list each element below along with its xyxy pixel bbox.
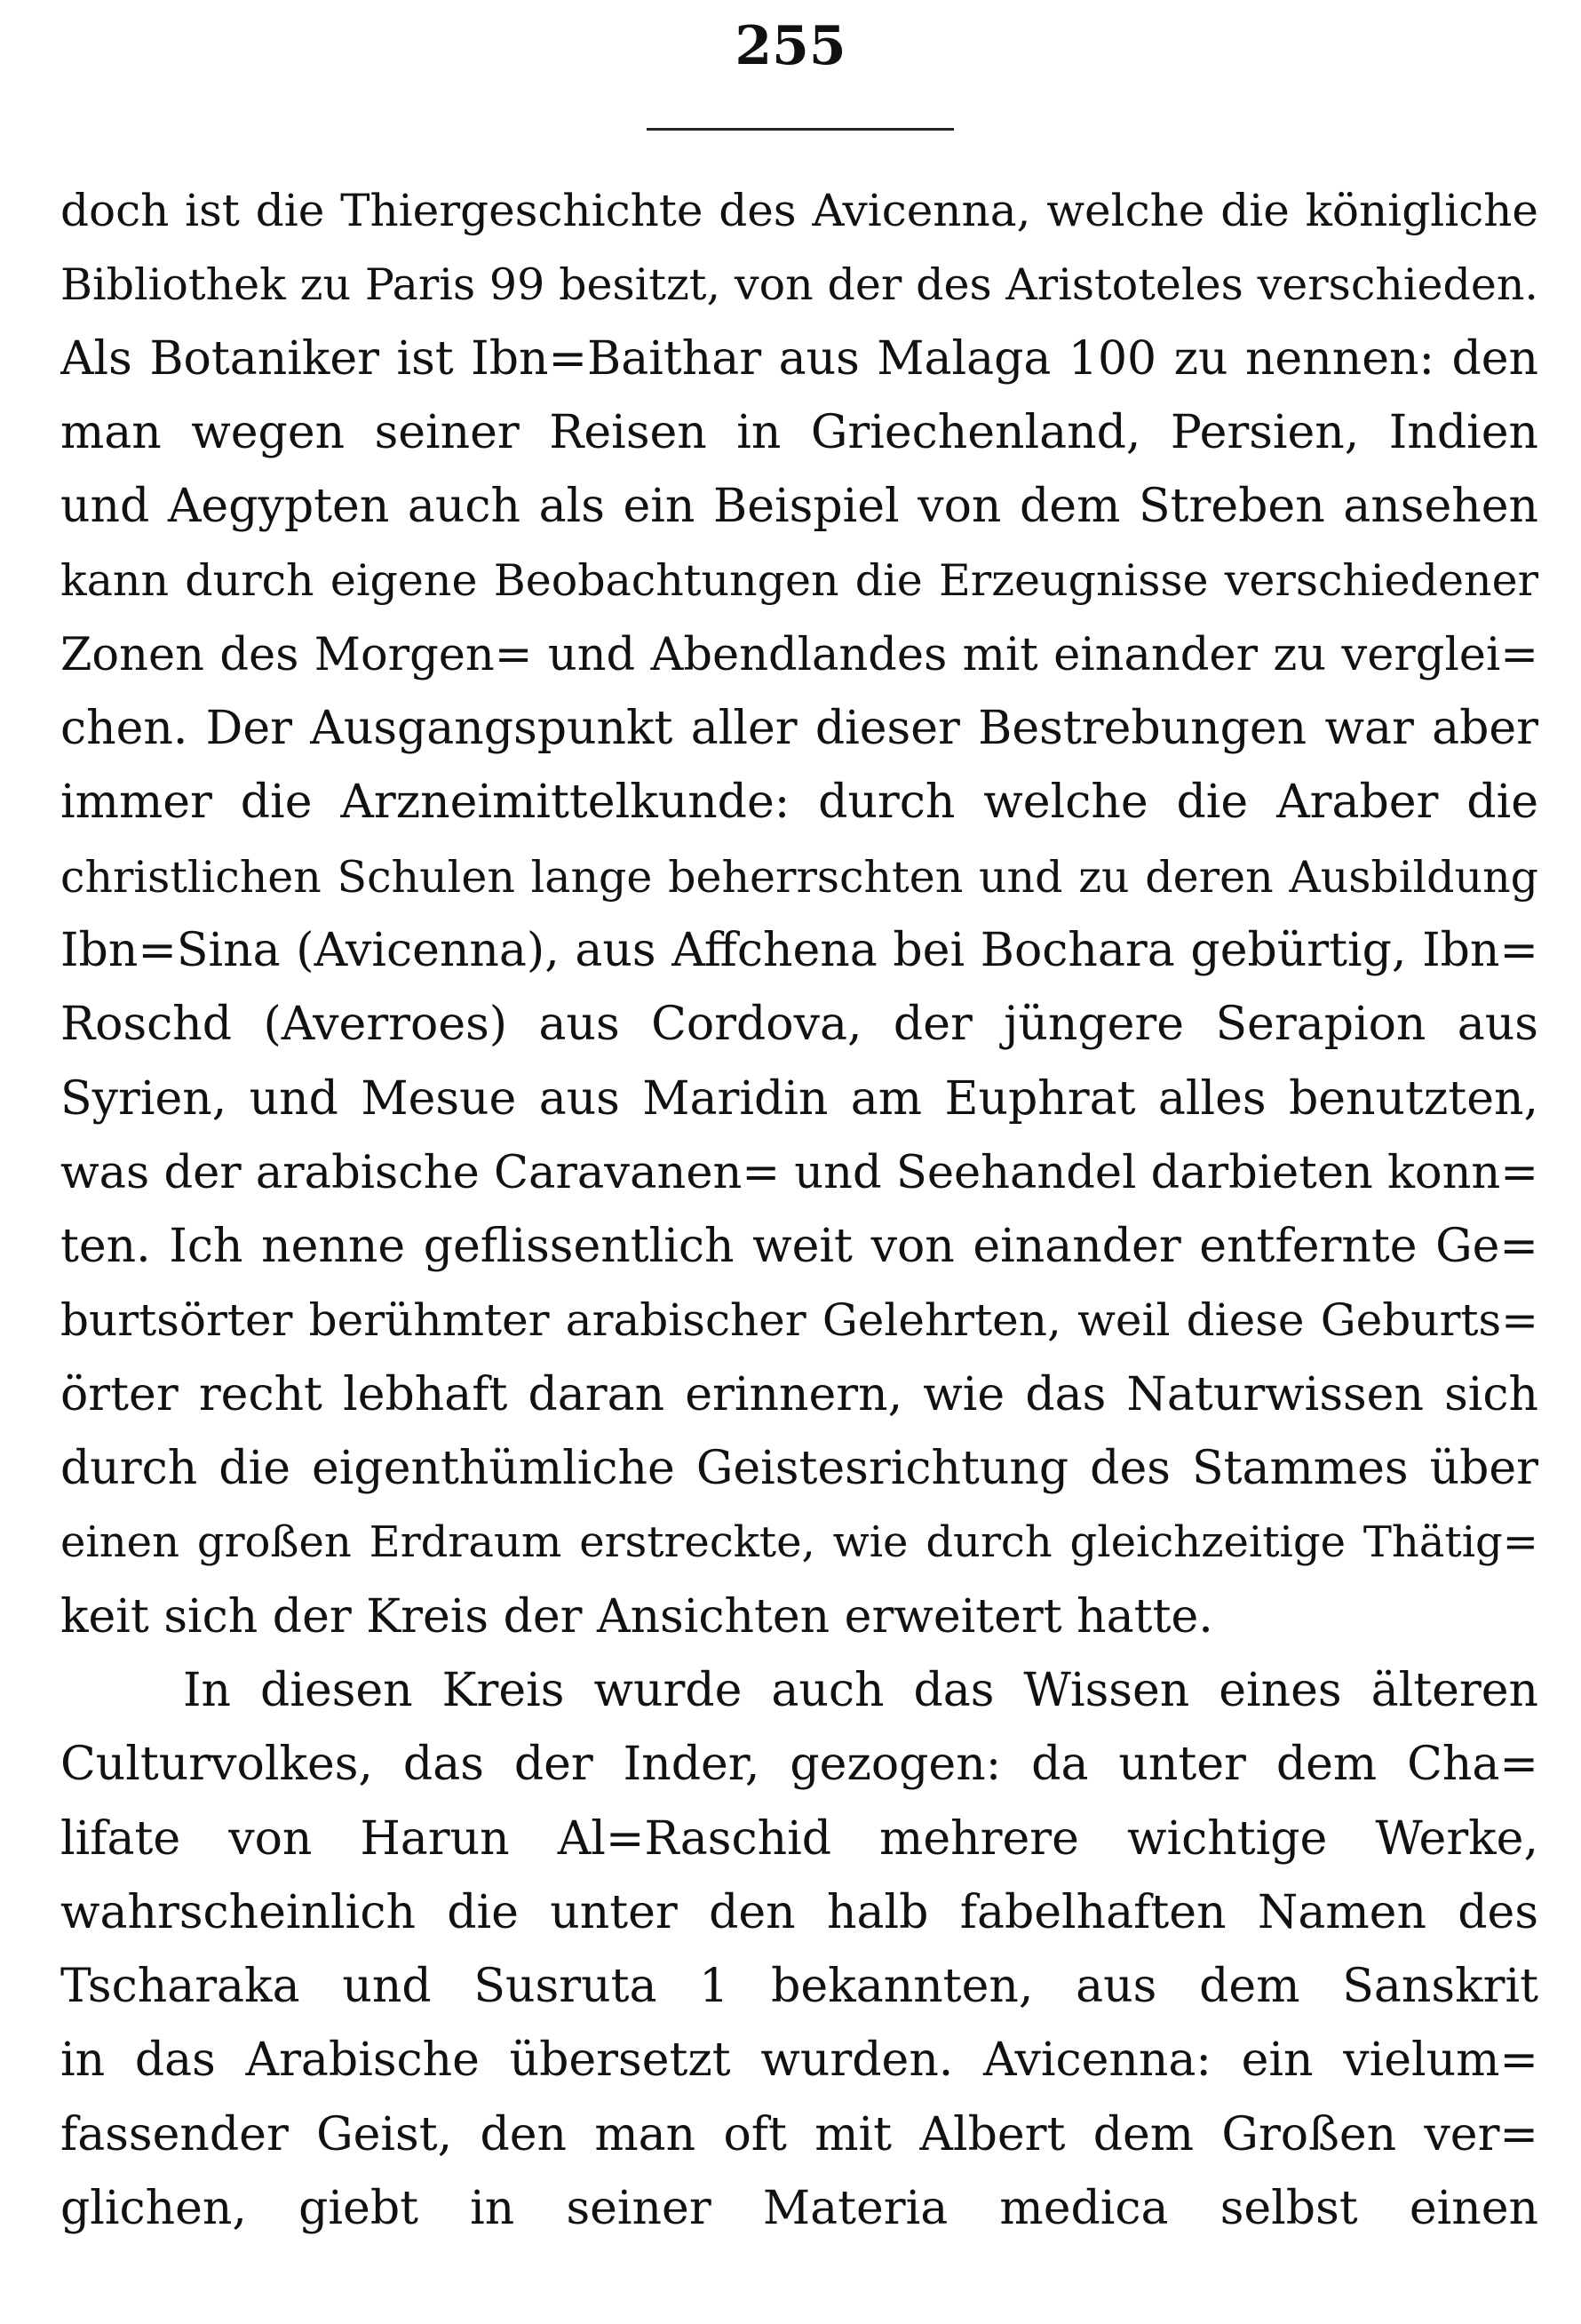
text-line: was der arabische Caravanen= und Seehandel darbieten konn= [60,1146,1538,1199]
text-line: Als Botaniker ist Ibn=Baithar aus Malaga 100 zu nennen: den [60,331,1538,386]
paragraph-end-line: keit sich der Kreis der Ansichten erweitert hatte. [60,1589,1213,1644]
text-line: lifate von Harun Al=Raschid mehrere wichtige Werke, [60,1811,1538,1866]
text-line: christlichen Schulen lange beherrschten und zu deren Ausbildung [60,851,1538,903]
text-line: burtsörter berühmter arabischer Gelehrten, weil diese Geburts= [60,1294,1538,1347]
text-line: Roschd (Averroes) aus Cordova, der jüngere Serapion aus [60,998,1538,1052]
page-number: 255 [735,15,846,77]
text-line: Bibliothek zu Paris 99 besitzt, von der des Aristoteles verschieden. [60,259,1538,311]
text-line: Culturvolkes, das der Inder, gezogen: da unter dem Cha= [60,1738,1538,1792]
text-line: örter recht lebhaft daran erinnern, wie das Naturwissen sich [60,1367,1538,1421]
text-line: glichen, giebt in seiner Materia medica selbst einen [60,2182,1538,2236]
paragraph-first-line: In diesen Kreis wurde auch das Wissen eines älteren [183,1663,1538,1717]
text-line: durch die eigenthümliche Geistesrichtung des Stammes über [60,1442,1538,1496]
text-line: Tscharaka und Susruta 1 bekannten, aus dem Sanskrit [60,1960,1538,2014]
text-line: doch ist die Thiergeschichte des Avicenna, welche die königliche [60,185,1538,236]
text-line: und Aegypten auch als ein Beispiel von dem Streben ansehen [60,480,1538,534]
text-line: fassender Geist, den man oft mit Albert dem Großen ver= [60,2107,1538,2161]
text-line: kann durch eigene Beobachtungen die Erzeugnisse verschiedener [60,555,1538,607]
text-line: chen. Der Ausgangspunkt aller dieser Bestrebungen war aber [60,702,1538,756]
text-line: Zonen des Morgen= und Abendlandes mit einander zu verglei= [60,628,1538,681]
header-rule [647,128,954,131]
body-text [60,174,1538,2246]
text-line: Ibn=Sina (Avicenna), aus Affchena bei Bochara gebürtig, Ibn= [60,923,1538,977]
text-line: wahrscheinlich die unter den halb fabelhaften Namen des [60,1885,1538,1939]
text-line: einen großen Erdraum erstreckte, wie durch gleichzeitige Thätig= [60,1517,1538,1568]
text-line: immer die Arzneimittelkunde: durch welche die Araber die [60,776,1538,830]
text-line: in das Arabische übersetzt wurden. Avicenna: ein vielum= [60,2034,1538,2088]
text-line: man wegen seiner Reisen in Griechenland, Persien, Indien [60,405,1538,459]
text-line: ten. Ich nenne geflissentlich weit von einander entfernte Ge= [60,1220,1538,1274]
text-line: Syrien, und Mesue aus Maridin am Euphrat alles benutzten, [60,1071,1538,1126]
